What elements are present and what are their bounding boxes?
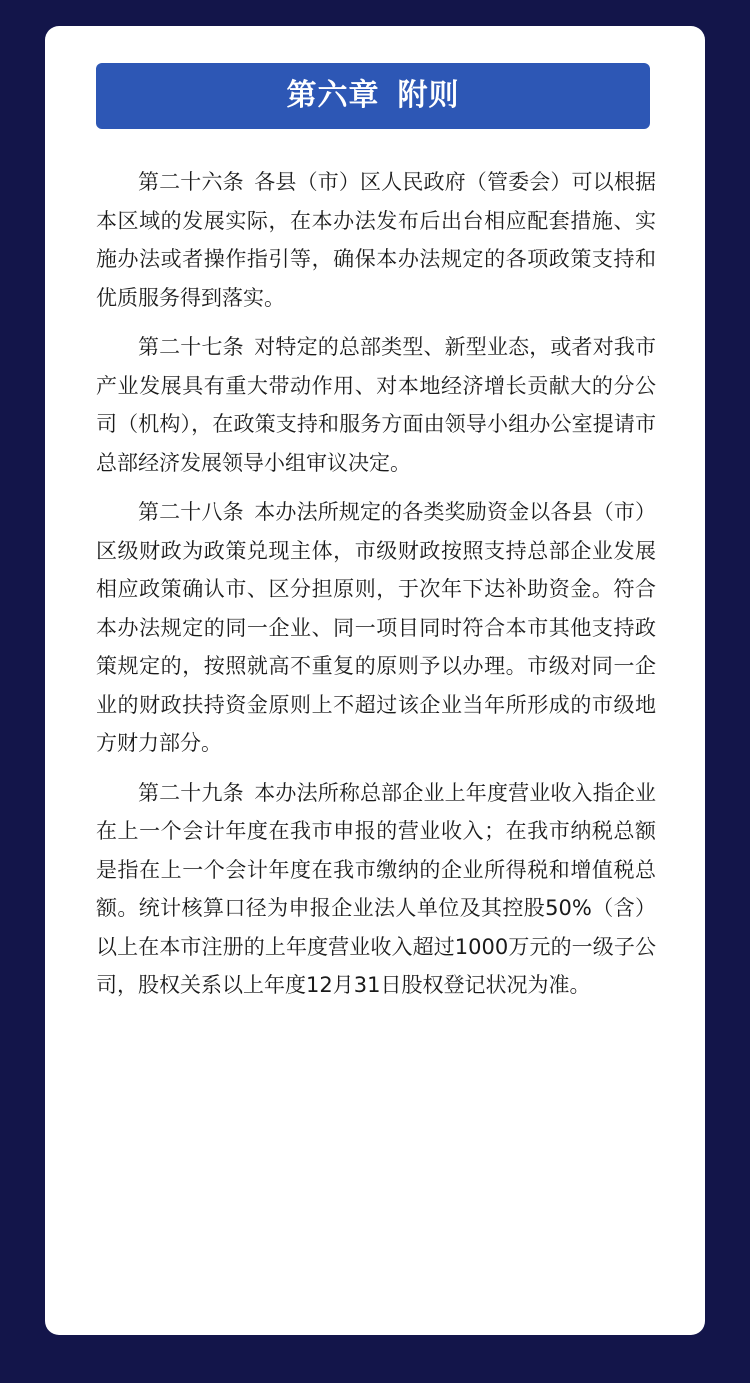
article-27 (96, 328, 656, 482)
article-number: 第二十八条 (138, 500, 244, 524)
chapter-banner (96, 63, 650, 129)
article-text: 对特定的总部类型、新型业态，或者对我市产业发展具有重大带动作用、对本地经济增长贡献大的分公司（机构），在政策支持和服务方面由领导小组办公室提请市总部经济发展领导小组审议决定。 (96, 335, 657, 475)
article-26 (96, 163, 656, 317)
article-text: 本办法所规定的各类奖励资金以各县（市）区级财政为政策兑现主体，市级财政按照支持总部企业发展相应政策确认市、区分担原则，于次年下达补助资金。符合本办法规定的同一企业、同一项目同时符合本市其他支持政策规定的，按照就高不重复的原则予以办理。市级对同一企业的财政扶持资金原则上不超过该企业当年所形成的市级地方财力部分。 (96, 500, 657, 755)
chapter-number: 第六章 (286, 78, 380, 113)
article-number: 第二十六条 (138, 170, 244, 194)
chapter-title: 附则 (397, 78, 460, 113)
article-28 (96, 493, 656, 763)
article-number: 第二十九条 (138, 780, 244, 805)
articles-body (96, 163, 656, 1016)
article-29 (96, 774, 656, 1005)
article-number: 第二十七条 (138, 335, 244, 359)
article-text: 各县（市）区人民政府（管委会）可以根据本区域的发展实际，在本办法发布后出台相应配套措施、实施办法或者操作指引等，确保本办法规定的各项政策支持和优质服务得到落实。 (96, 170, 657, 310)
document-card (45, 26, 705, 1335)
article-text: 本办法所称总部企业上年度营业收入指企业在上一个会计年度在我市申报的营业收入；在我市纳税总额是指在上一个会计年度在我市缴纳的企业所得税和增值税总额。统计核算口径为申报企业法人单位及其控股50%（含）以上在本市注册的上年度营业收入超过1000万元的一级子公司，股权关系以上年度12月31日股权登记状况为准。 (96, 780, 657, 997)
